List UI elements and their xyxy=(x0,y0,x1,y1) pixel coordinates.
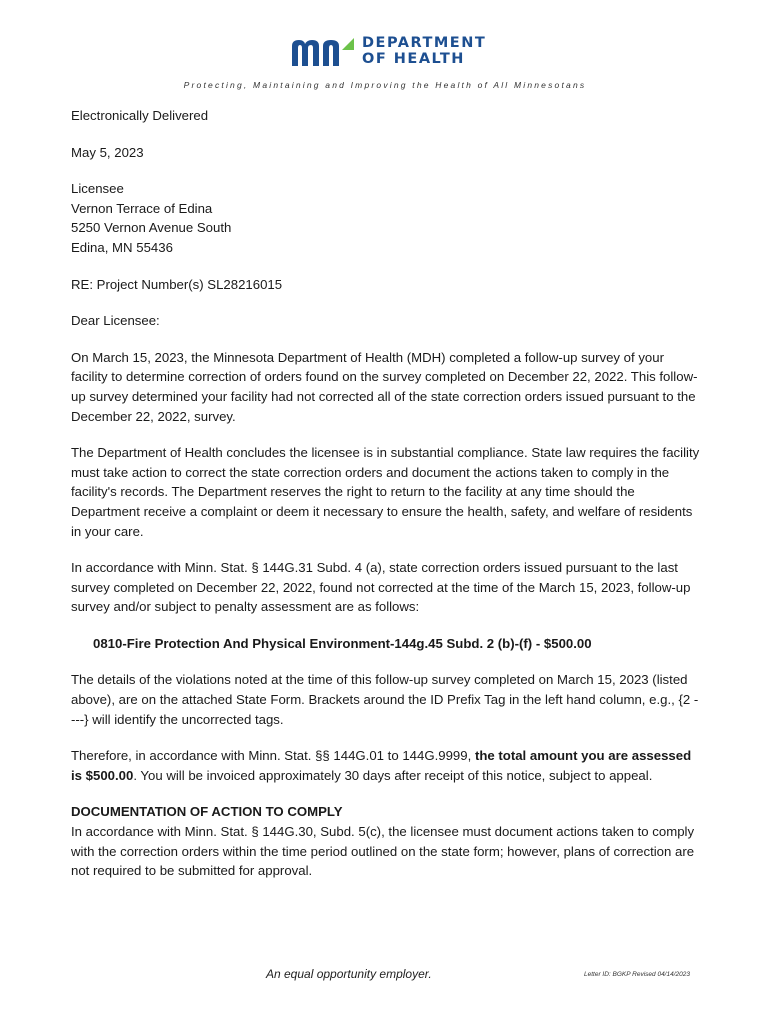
penalty-line: 0810-Fire Protection And Physical Environment-144g.45 Subd. 2 (b)-(f) - $500.00 xyxy=(93,635,592,651)
letter-body xyxy=(71,106,701,898)
paragraph-details: The details of the violations noted at the time of this follow-up survey completed on March 15, 2023 (listed above), are on the attached State Form. Brackets around the ID Prefix Tag in the left hand column, e.g., {2 ----} will identify the uncorrected tags. xyxy=(71,672,699,727)
recipient-address xyxy=(71,179,701,257)
mdh-logo xyxy=(290,36,356,70)
address-line: Edina, MN 55436 xyxy=(71,239,173,255)
logo-line-2: OF HEALTH xyxy=(362,51,465,67)
letter-id: Letter ID: BGKP Revised 04/14/2023 xyxy=(584,971,690,978)
section-heading: DOCUMENTATION OF ACTION TO COMPLY xyxy=(71,804,343,820)
letterhead xyxy=(0,30,770,100)
letter-footer xyxy=(0,967,770,987)
delivery-method: Electronically Delivered xyxy=(71,108,209,123)
department-name xyxy=(362,35,486,67)
tagline: Protecting, Maintaining and Improving the Health of All Minnesotans xyxy=(183,80,587,90)
assessment-amount: the total amount you are assessed is $500.00 xyxy=(71,748,692,783)
employer-statement: An equal opportunity employer. xyxy=(266,967,432,981)
assessment-text-end: . You will be invoiced approximately 30 days after receipt of this notice, subject to appeal. xyxy=(133,767,653,783)
logo-line-1: DEPARTMENT xyxy=(362,35,487,51)
mn-logo-icon xyxy=(290,36,356,70)
paragraph-compliance: The Department of Health concludes the licensee is in substantial compliance. State law requires the facility must take action to correct the state correction orders and document the actions taken to comply in the facility's records. The Department reserves the right to return to the facility at any time should the Department receive a complaint or deem it necessary to ensure the health, safety, and welfare of residents in your care. xyxy=(71,445,700,539)
paragraph-documentation: In accordance with Minn. Stat. § 144G.30, Subd. 5(c), the licensee must document actions taken to comply with the correction orders within the time period outlined on the state form; however, plans of correction are not required to be submitted for approval. xyxy=(71,824,695,879)
paragraph-assessment xyxy=(71,746,701,785)
paragraph-survey: On March 15, 2023, the Minnesota Department of Health (MDH) completed a follow-up survey of your facility to determine correction of orders found on the survey completed on December 22, 2022. This follow-up survey determined your facility had not corrected all of the state correction orders issued pursuant to the December 22, 2022, survey. xyxy=(71,349,698,424)
paragraph-orders: In accordance with Minn. Stat. § 144G.31 Subd. 4 (a), state correction orders issued pursuant to the last survey completed on December 22, 2022, found not corrected at the time of the March 15, 2023, follow-up survey and/or subject to penalty assessment are as follows: xyxy=(71,560,691,615)
letter-date: May 5, 2023 xyxy=(71,144,144,160)
address-line: 5250 Vernon Avenue South xyxy=(71,220,232,236)
re-line: RE: Project Number(s) SL28216015 xyxy=(71,276,283,292)
address-line: Vernon Terrace of Edina xyxy=(71,200,213,216)
assessment-text-start: Therefore, in accordance with Minn. Stat. §§ 144G.01 to 144G.9999, xyxy=(71,748,475,764)
salutation: Dear Licensee: xyxy=(71,313,160,329)
address-line: Licensee xyxy=(71,181,124,197)
